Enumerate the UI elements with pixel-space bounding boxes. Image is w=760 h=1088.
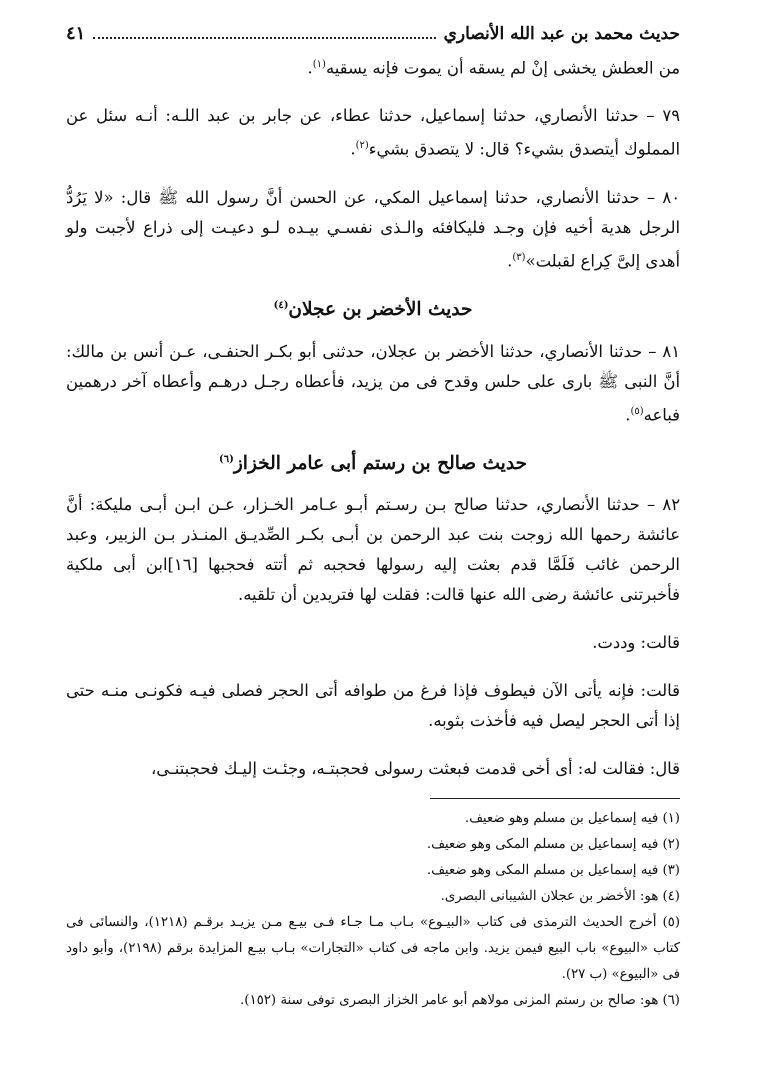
footnote-ref-1: (١) (312, 59, 326, 70)
footnote-5: (٥) أخرج الحديث الترمذى فى كتاب «البيـوع» بـاب مـا جـاء فـى بيـع مـن يزيـد برقـم (١٢١٨)، والنسائى فى كتاب «البيوع» باب البيع فيمن يزيد. وابن ماجه فى كتاب «التجارات» بـاب بيـع المزايدة برقم (٢١٩٨)، وأبو داود فى «البيوع» (ب ٢٧). (66, 915, 681, 982)
paragraph-continuation: من العطش يخشى إنْ لم يسقه أن يموت فإنه يسقيه$^{(١)}$. (307, 58, 680, 78)
paragraph-qala: قال: فقالت له: أى أخى قدمت فبعثت رسولى فحجبتـه، وجئـت إليـك فحجبتنـى، (151, 759, 680, 779)
paragraph-waddidt: قالت: وددت. (592, 633, 680, 653)
footnote-divider (430, 798, 680, 799)
running-header (66, 22, 680, 46)
hadith-79: ٧٩ – حدثنا الأنصاري، حدثنا إسماعيل، حدثنا عطاء، عن جابر بن عبد اللـه: أنـه سئل عن المملوك أيتصدق بشيء؟ قال: لا يتصدق بشيء$^{(٢)}$. (66, 106, 680, 159)
footnote-ref-5: (٥) (630, 405, 644, 417)
hadith-80: ٨٠ – حدثنا الأنصاري، حدثنا إسماعيل المكي، عن الحسن أنَّ رسول الله ﷺ قال: «لا يَرُدُّ الرجل هدية أخيه فإن وجـد فليكافئه والـذى نفسـي بيـده لـو دعيـت إلى ذراع لأجبت ولو أهدى إلىَّ كِراع لقبلت»$^{(٣)}$. (66, 187, 680, 271)
footnote-1: (١) فيه إسماعيل بن مسلم وهو ضعيف. (464, 811, 680, 826)
paragraph-qalat: قالت: فإنه يأتى الآن فيطوف فإذا فرغ من طوافه أتى الحجر فصلى فيـه فكونـى منـه حتى إذا أتى الحجر ليصل فيه فأخذت بثوبه. (66, 681, 680, 731)
page-number: ٤١ (66, 23, 86, 44)
footnote-4: (٤) هو: الأخضر بن عجلان الشيبانى البصرى. (440, 889, 680, 904)
footnote-6: (٦) هو: صالح بن رستم المزنى مولاهم أبو عامر الخزاز البصرى توفى سنة (١٥٢). (240, 993, 680, 1008)
footnote-ref-4: (٤) (273, 300, 289, 312)
hadith-81: ٨١ – حدثنا الأنصاري، حدثنا الأخضر بن عجلان، حدثنى أبو بكـر الحنفـى، عـن أنس بن مالك: أنَّ النبى ﷺ بارى على حلس وقدح فى من يزيد، فأعطاه رجـل درهـم وأعطاه آخر درهمين فباعه$^{(٥)}$. (66, 341, 680, 425)
section-heading-akhdar: حديث الأخضر بن عجلان$^{(٤)}$ (273, 299, 473, 321)
main-text (66, 50, 680, 784)
section-heading-salih: حديث صالح بن رستم أبى عامر الخزاز$^{(٦)}$ (219, 453, 527, 475)
footnotes (66, 806, 680, 1014)
footnote-ref-6: (٦) (219, 454, 234, 466)
footnote-2: (٢) فيه إسماعيل بن مسلم المكى وهو ضعيف. (426, 837, 680, 852)
footnote-ref-3: (٣) (512, 251, 526, 263)
footnote-ref-2: (٢) (355, 140, 369, 152)
footnote-3: (٣) فيه إسماعيل بن مسلم المكى وهو ضعيف. (426, 863, 680, 878)
hadith-82: ٨٢ – حدثنا الأنصاري، حدثنا صالح بـن رسـتم أبـو عـامر الخـزار، عـن ابـن أبـى مليكة: أنَّ عائشة رحمها الله زوجت بنت عبد الرحمن بن أبـى بكـر الصِّديـق المنـذر بـن الزبير، وعبد الرحمن غائب فَلَمَّا قدم بعثت إليه رسولها فحجبه ثم أتته فحجبها [١٦]ابن أبى ملكية فأخبرتنى عائشة رضى الله عنها قالت: فقلت لها فتريدين أن تلقيه. (66, 495, 680, 605)
header-dot-leader (93, 36, 435, 39)
header-title: حديث محمد بن عبد الله الأنصاري (443, 24, 680, 44)
